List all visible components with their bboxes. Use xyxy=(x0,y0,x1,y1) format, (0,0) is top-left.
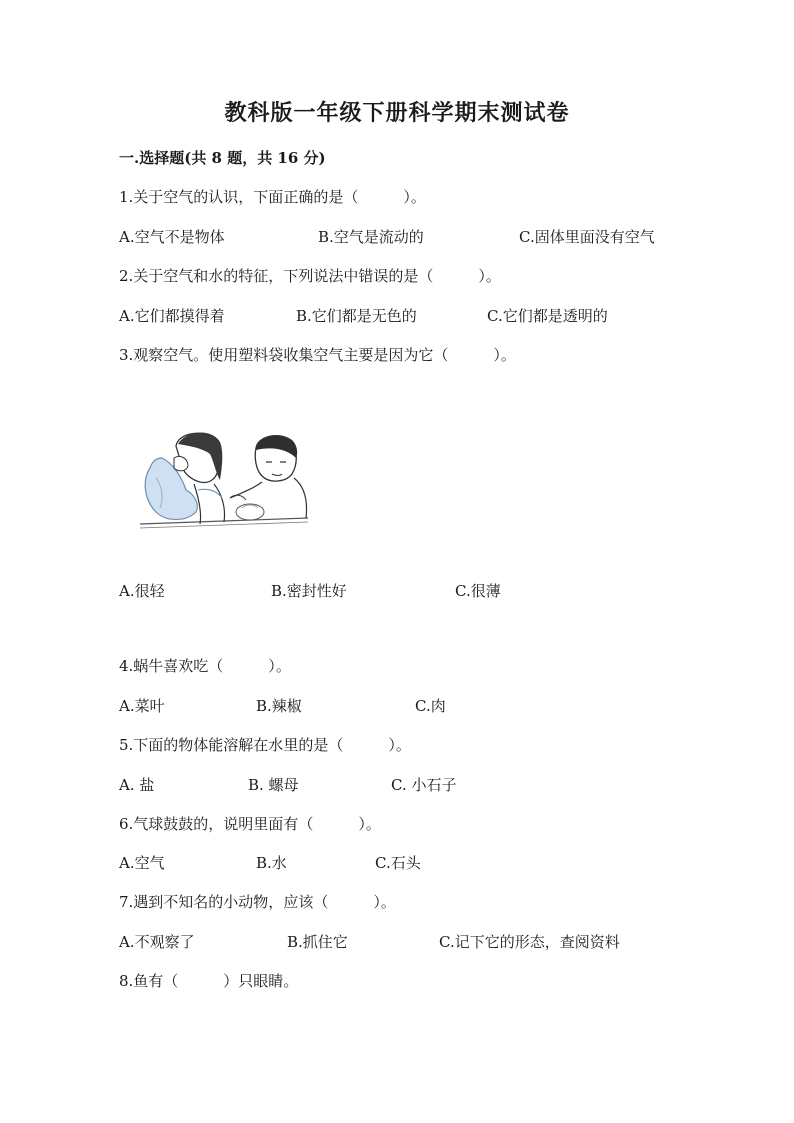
question-5-stem: 5.下面的物体能溶解在水里的是（ ）。 xyxy=(119,736,411,754)
question-3-option-b: B.密封性好 xyxy=(271,582,347,600)
question-1-stem: 1.关于空气的认识，下面正确的是（ ）。 xyxy=(119,188,426,206)
question-7-stem: 7.遇到不知名的小动物，应该（ ）。 xyxy=(119,893,396,911)
question-4-stem: 4.蜗牛喜欢吃（ ）。 xyxy=(119,657,291,675)
question-4-option-a: A.菜叶 xyxy=(119,697,165,715)
question-4-option-b: B.辣椒 xyxy=(256,697,302,715)
question-3-stem: 3.观察空气。使用塑料袋收集空气主要是因为它（ ）。 xyxy=(119,346,516,364)
question-5-option-b: B. 螺母 xyxy=(248,776,299,794)
question-6-option-a: A.空气 xyxy=(119,854,165,872)
page-title: 教科版一年级下册科学期末测试卷 xyxy=(224,100,570,126)
question-4-option-c: C.肉 xyxy=(415,697,446,715)
question-2-option-a: A.它们都摸得着 xyxy=(119,307,225,325)
question-6-option-b: B.水 xyxy=(256,854,287,872)
question-3-option-c: C.很薄 xyxy=(455,582,501,600)
question-7-option-a: A.不观察了 xyxy=(119,933,195,951)
question-8-stem: 8.鱼有（ ）只眼睛。 xyxy=(119,972,299,990)
question-5-option-c: C. 小石子 xyxy=(391,776,457,794)
question-3-option-a: A.很轻 xyxy=(119,582,165,600)
question-2-option-b: B.它们都是无色的 xyxy=(296,307,417,325)
section-heading: 一.选择题(共 8 题，共 16 分) xyxy=(119,149,326,167)
question-1-option-a: A.空气不是物体 xyxy=(119,228,225,246)
children-blowing-bag-illustration xyxy=(138,428,310,536)
question-7-option-b: B.抓住它 xyxy=(287,933,348,951)
question-6-option-c: C.石头 xyxy=(375,854,421,872)
question-2-stem: 2.关于空气和水的特征，下列说法中错误的是（ ）。 xyxy=(119,267,501,285)
question-1-option-b: B.空气是流动的 xyxy=(318,228,424,246)
question-2-option-c: C.它们都是透明的 xyxy=(487,307,608,325)
question-1-option-c: C.固体里面没有空气 xyxy=(519,228,655,246)
question-7-option-c: C.记下它的形态，查阅资料 xyxy=(439,933,620,951)
question-6-stem: 6.气球鼓鼓的，说明里面有（ ）。 xyxy=(119,815,381,833)
question-5-option-a: A. 盐 xyxy=(119,776,155,794)
